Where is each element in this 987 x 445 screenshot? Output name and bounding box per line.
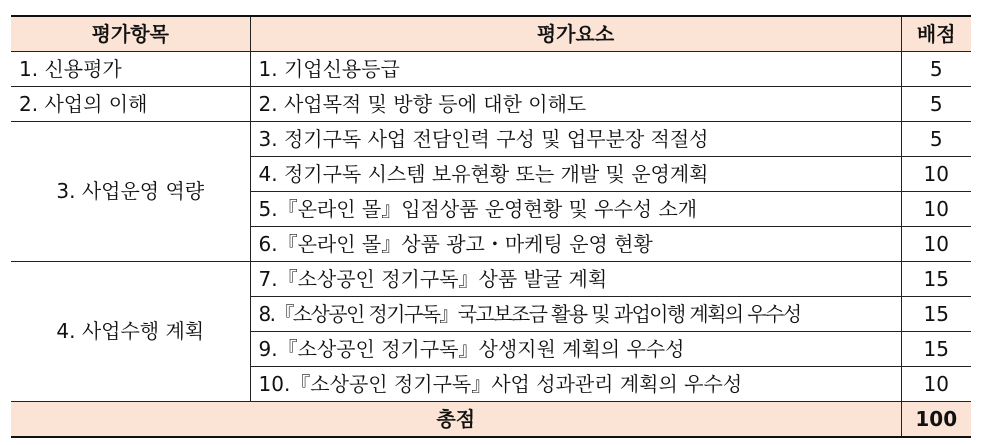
score-cell: 15 [901,262,971,297]
element-cell: 4. 정기구독 시스템 보유현황 또는 개발 및 운영계획 [250,157,901,192]
item-cell: 4. 사업수행 계획 [11,262,250,402]
total-score: 100 [901,402,971,438]
table-row [11,262,971,297]
element-cell: 10.『소상공인 정기구독』사업 성과관리 계획의 우수성 [250,367,901,402]
score-cell: 10 [901,192,971,227]
element-cell: 1. 기업신용등급 [250,52,901,87]
element-cell: 6.『온라인 몰』상품 광고・마케팅 운영 현황 [250,227,901,262]
table-row [11,87,971,122]
score-cell: 5 [901,122,971,157]
total-label: 총점 [11,402,901,438]
element-cell: 7.『소상공인 정기구독』상품 발굴 계획 [250,262,901,297]
score-cell: 15 [901,332,971,367]
item-cell: 3. 사업운영 역량 [11,122,250,262]
header-item: 평가항목 [11,16,250,52]
score-cell: 10 [901,367,971,402]
score-cell: 15 [901,297,971,332]
header-row [11,16,971,52]
item-cell: 2. 사업의 이해 [11,87,250,122]
element-cell: 8.『소상공인 정기구독』국고보조금 활용 및 과업이행 계획의 우수성 [250,297,901,332]
element-cell: 2. 사업목적 및 방향 등에 대한 이해도 [250,87,901,122]
table-row [11,52,971,87]
table-row [11,122,971,157]
score-cell: 5 [901,87,971,122]
score-cell: 5 [901,52,971,87]
score-cell: 10 [901,227,971,262]
element-cell: 5.『온라인 몰』입점상품 운영현황 및 우수성 소개 [250,192,901,227]
evaluation-table [11,15,971,438]
element-cell: 9.『소상공인 정기구독』상생지원 계획의 우수성 [250,332,901,367]
header-score: 배점 [901,16,971,52]
header-element: 평가요소 [250,16,901,52]
total-row [11,402,971,438]
item-cell: 1. 신용평가 [11,52,250,87]
score-cell: 10 [901,157,971,192]
element-cell: 3. 정기구독 사업 전담인력 구성 및 업무분장 적절성 [250,122,901,157]
